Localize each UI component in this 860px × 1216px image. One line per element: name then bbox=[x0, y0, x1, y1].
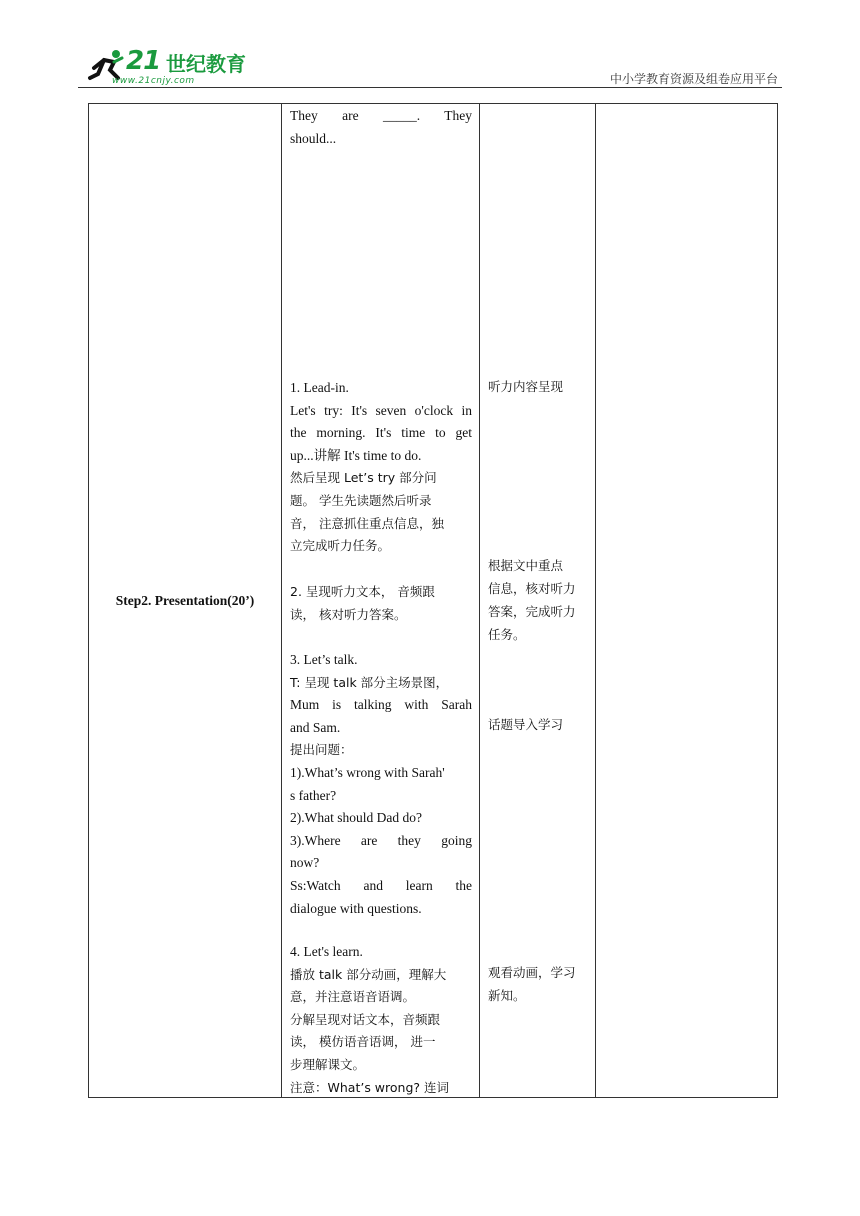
purpose-note bbox=[488, 375, 590, 398]
section-title: 1. Lead-in. bbox=[290, 380, 349, 395]
purpose-cell bbox=[480, 104, 596, 1098]
logo-text: 世纪教育 bbox=[166, 52, 246, 76]
text-line: T: 呈现 talk 部分主场景图， bbox=[290, 674, 449, 690]
note-line: 答案，完成听力 bbox=[488, 604, 576, 619]
text-line: 3).Where are they going bbox=[290, 832, 472, 848]
text-line: 2. 呈现听力文本， 音频跟 bbox=[290, 584, 435, 599]
text-line: 1).What’s wrong with Sarah' bbox=[290, 764, 445, 780]
text-line: the morning. It's time to get bbox=[290, 425, 472, 441]
text-line: 意，并注意语音语调。 bbox=[290, 989, 416, 1005]
text-line: Ss:Watch and learn the bbox=[290, 877, 472, 893]
table-row bbox=[89, 104, 778, 1098]
purpose-note bbox=[488, 713, 590, 736]
header-slogan: 中小学教育资源及组卷应用平台 bbox=[609, 72, 778, 86]
note-line: 话题导入学习 bbox=[488, 717, 564, 732]
step-cell bbox=[89, 104, 282, 1098]
text-line: 提出问题： bbox=[290, 742, 353, 758]
text-line: 读， 模仿语音语调， 进一 bbox=[290, 1034, 436, 1050]
text-line: 注意：What’s wrong? 连词 bbox=[290, 1079, 450, 1095]
note-line: 根据文中重点 bbox=[488, 558, 564, 573]
note-line: 听力内容呈现 bbox=[488, 379, 564, 394]
text-line: s father? bbox=[290, 787, 337, 803]
logo bbox=[86, 40, 266, 88]
empty-cell bbox=[596, 104, 778, 1098]
lesson-plan-table bbox=[88, 103, 778, 1098]
note-line: 新知。 bbox=[488, 988, 526, 1003]
step-title: Step2. Presentation(20’) bbox=[115, 592, 255, 608]
text-line: and Sam. bbox=[290, 719, 341, 735]
purpose-note bbox=[488, 961, 590, 1007]
text-line: Let's try: It's seven o'clock in bbox=[290, 402, 472, 418]
lets-talk-block bbox=[290, 649, 472, 920]
logo-url: www.21cnjy.com bbox=[112, 76, 195, 86]
text-line: 然后呈现 Let’s try 部分问 bbox=[290, 470, 437, 486]
text-line: 读， 核对听力答案。 bbox=[290, 606, 407, 622]
lead-in-block bbox=[290, 377, 472, 558]
section-title: 4. Let's learn. bbox=[290, 944, 363, 959]
text-line: 2).What should Dad do? bbox=[290, 810, 422, 826]
text-line: 题。 学生先读题然后听录 bbox=[290, 492, 432, 508]
header-divider bbox=[78, 87, 782, 88]
activity-cell bbox=[282, 104, 480, 1098]
note-line: 任务。 bbox=[488, 627, 526, 642]
text-line: should... bbox=[290, 130, 337, 146]
text-line: 播放 talk 部分动画，理解大 bbox=[290, 966, 447, 982]
previous-text-block bbox=[290, 105, 472, 150]
note-line: 信息，核对听力 bbox=[488, 581, 576, 596]
note-line: 观看动画，学习 bbox=[488, 965, 576, 980]
page-header bbox=[78, 40, 782, 88]
text-line: 分解呈现对话文本，音频跟 bbox=[290, 1011, 441, 1027]
purpose-note bbox=[488, 554, 590, 646]
text-line: now? bbox=[290, 855, 320, 871]
text-line: Mum is talking with Sarah bbox=[290, 697, 472, 713]
text-line: up...讲解 It's time to do. bbox=[290, 447, 422, 463]
lets-learn-block bbox=[290, 941, 472, 1099]
text-line: They are _____. They bbox=[290, 108, 472, 123]
logo-number: 21 bbox=[126, 46, 161, 76]
text-line: 立完成听力任务。 bbox=[290, 538, 391, 554]
section-title: 3. Let’s talk. bbox=[290, 652, 358, 667]
listening-text-block bbox=[290, 581, 472, 626]
text-line: 音， 注意抓住重点信息，独 bbox=[290, 515, 444, 531]
text-line: dialogue with questions. bbox=[290, 900, 422, 916]
text-line: 步理解课文。 bbox=[290, 1056, 366, 1072]
